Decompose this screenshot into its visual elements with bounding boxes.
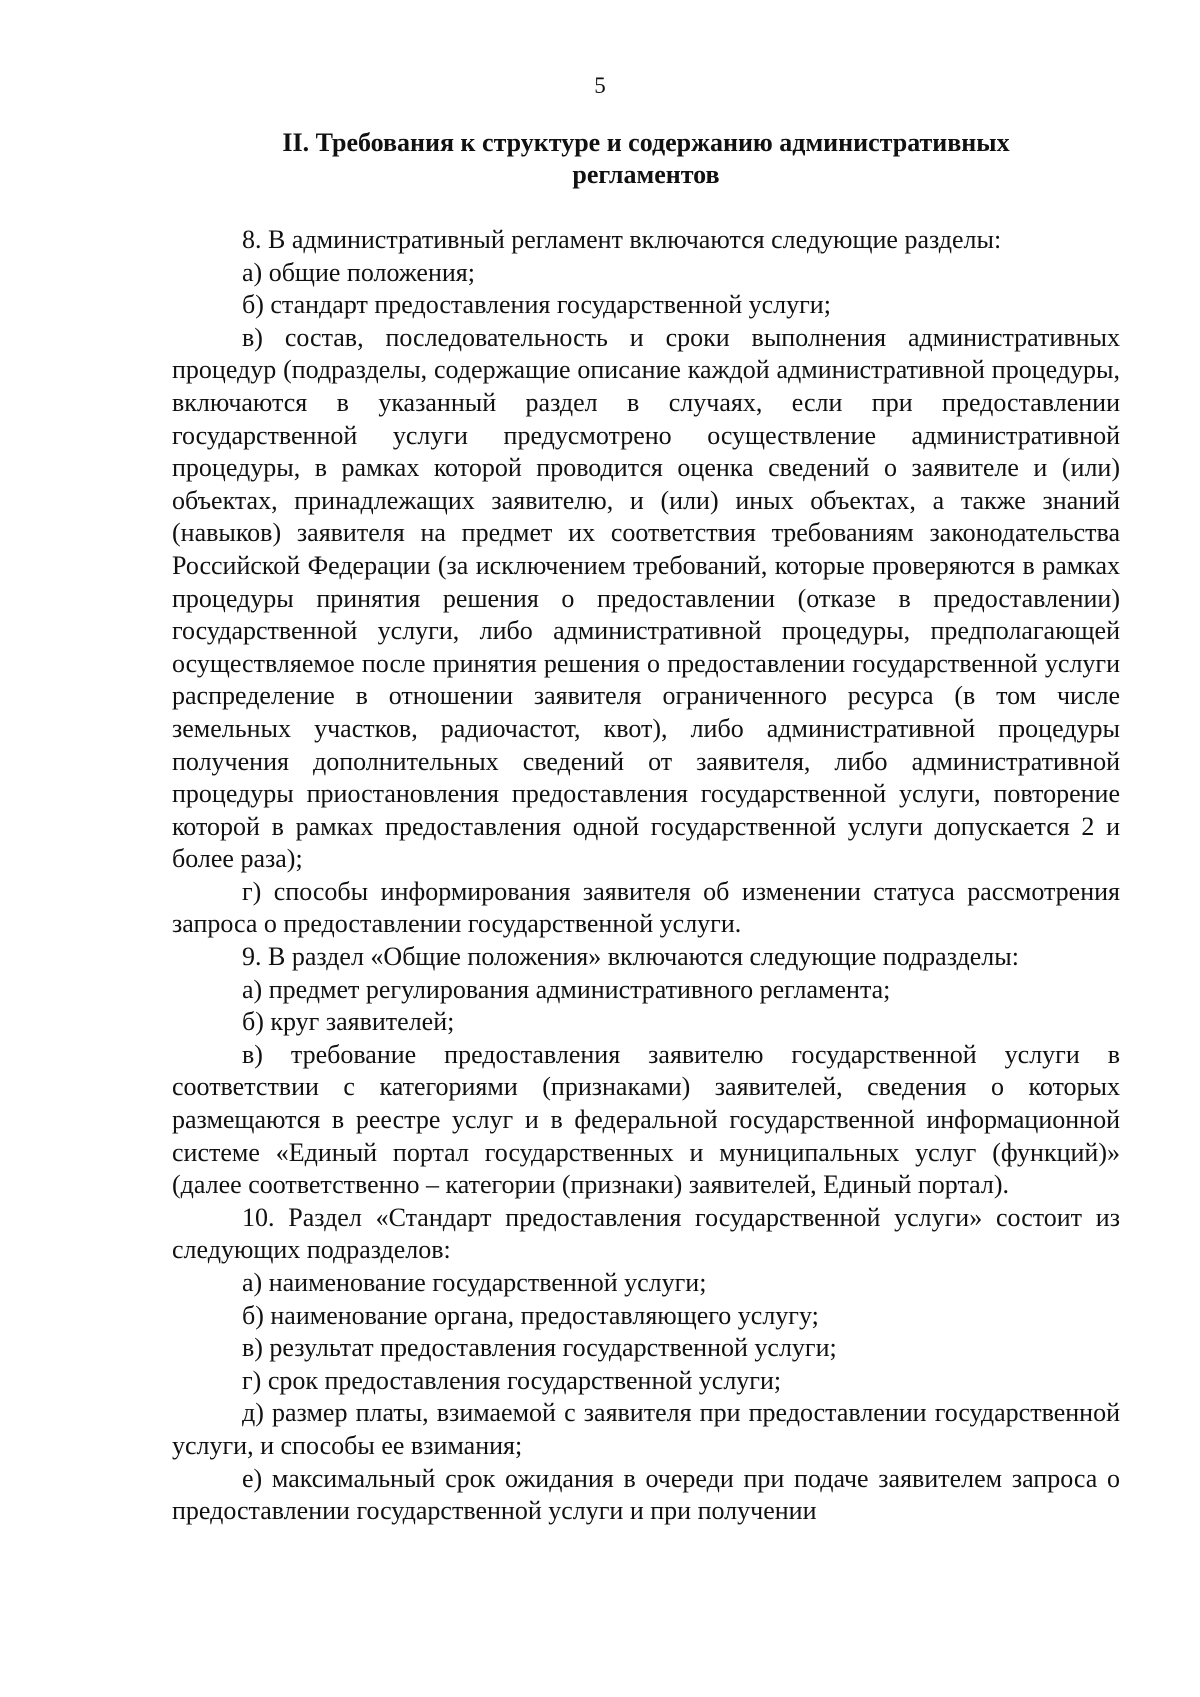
section-title — [172, 127, 1120, 191]
section-title-line: II. Требования к структуре и содержанию административных — [282, 128, 1010, 157]
paragraph: д) размер платы, взимаемой с заявителя при предоставлении государственной услуги, и способы ее взимания; — [172, 1398, 1120, 1460]
paragraph: 10. Раздел «Стандарт предоставления государственной услуги» состоит из следующих подразделов: — [172, 1202, 1120, 1265]
paragraph: г) способы информирования заявителя об изменении статуса рассмотрения запроса о предоставлении государственной услуги. — [172, 876, 1120, 939]
document-body — [172, 224, 1120, 1528]
paragraph: г) срок предоставления государственной услуги; — [242, 1365, 782, 1395]
paragraph: в) требование предоставления заявителю государственной услуги в соответствии с категориями (признаками) заявителей, сведения о которых размещаются в реестре услуг и в федеральной государственной информационной системе «Единый портал государственных и муниципальных услуг (функций)» (далее соответственно – категории (признаки) заявителей, Единый портал). — [172, 1039, 1120, 1200]
paragraph: а) наименование государственной услуги; — [242, 1268, 707, 1297]
section-title-line: регламентов — [572, 160, 720, 189]
paragraph: а) общие положения; — [242, 257, 475, 287]
paragraph: 9. В раздел «Общие положения» включаются следующие подразделы: — [242, 942, 1019, 972]
paragraph: а) предмет регулирования административного регламента; — [242, 974, 891, 1004]
paragraph: б) наименование органа, предоставляющего услугу; — [242, 1300, 819, 1330]
paragraph: в) результат предоставления государственной услуги; — [242, 1333, 837, 1363]
paragraph: 8. В административный регламент включаются следующие разделы: — [242, 225, 1002, 254]
page-number: 5 — [594, 73, 606, 98]
paragraph: б) круг заявителей; — [242, 1007, 455, 1037]
paragraph: в) состав, последовательность и сроки выполнения административных процедур (подразделы, содержащие описание каждой административной процедуры, включаются в указанный раздел в случаях, если при предоставлении государственной услуги предусмотрено осуществление административной процедуры, в рамках которой проводится оценка сведений о заявителе и (или) объектах, принадлежащих заявителю, и (или) иных объектах, а также знаний (навыков) заявителя на предмет их соответствия требованиям законодательства Российской Федерации (за исключением требований, которые проверяются в рамках процедуры принятия решения о предоставлении (отказе в предоставлении) государственной услуги, либо административной процедуры, предполагающей осуществляемое после принятия решения о предоставлении государственной услуги распределение в отношении заявителя ограниченного ресурса (в том числе земельных участков, радиочастот, квот), либо административной процедуры получения дополнительных сведений от заявителя, либо административной процедуры приостановления предоставления государственной услуги, повторение которой в рамках предоставления одной государственной услуги допускается 2 и более раза); — [172, 322, 1120, 874]
paragraph: б) стандарт предоставления государственной услуги; — [242, 290, 831, 320]
paragraph: е) максимальный срок ожидания в очереди при подаче заявителем запроса о предоставлении государственной услуги и при получении — [172, 1463, 1120, 1526]
